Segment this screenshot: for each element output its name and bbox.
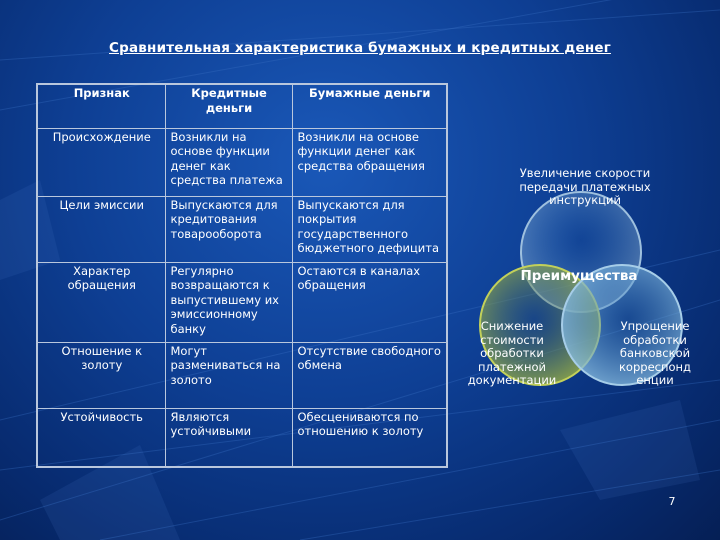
column-header-paper: Бумажные деньги — [292, 84, 447, 128]
column-header-credit: Кредитные деньги — [165, 84, 292, 128]
paper-cell: Отсутствие свободного обмена — [292, 342, 447, 408]
paper-cell: Выпускаются для покрытия государственного бюджетного дефицита — [292, 196, 447, 262]
comparison-table — [36, 83, 448, 468]
credit-cell: Выпускаются для кредитования товарооборота — [165, 196, 292, 262]
column-header-feature: Признак — [37, 84, 165, 128]
feature-cell: Отношение к золоту — [37, 342, 165, 408]
table-row — [37, 408, 447, 467]
feature-cell: Устойчивость — [37, 408, 165, 467]
advantage-right-label: Упрощение обработки банковской корреспонд енции — [618, 319, 691, 387]
feature-cell: Характер обращения — [37, 262, 165, 342]
page-number: 7 — [668, 495, 676, 508]
advantage-top-label: Увеличение скорости передачи платежных инструкций — [519, 166, 651, 207]
paper-cell: Обесцениваются по отношению к золоту — [292, 408, 447, 467]
advantages-title: Преимущества — [520, 268, 638, 284]
table-row — [37, 262, 447, 342]
table-row — [37, 342, 447, 408]
table-header-row — [37, 84, 447, 128]
feature-cell: Цели эмиссии — [37, 196, 165, 262]
credit-cell: Могут размениваться на золото — [165, 342, 292, 408]
credit-cell: Регулярно возвращаются к выпустившему их эмиссионному банку — [165, 262, 292, 342]
table-row — [37, 196, 447, 262]
credit-cell: Являются устойчивыми — [165, 408, 292, 467]
advantage-left-label: Снижение стоимости обработки платежной документации — [467, 319, 557, 387]
page-title: Сравнительная характеристика бумажных и кредитных денег — [109, 40, 611, 56]
credit-cell: Возникли на основе функции денег как средства платежа — [165, 128, 292, 196]
feature-cell: Происхождение — [37, 128, 165, 196]
table-row — [37, 128, 447, 196]
paper-cell: Возникли на основе функции денег как средства обращения — [292, 128, 447, 196]
paper-cell: Остаются в каналах обращения — [292, 262, 447, 342]
